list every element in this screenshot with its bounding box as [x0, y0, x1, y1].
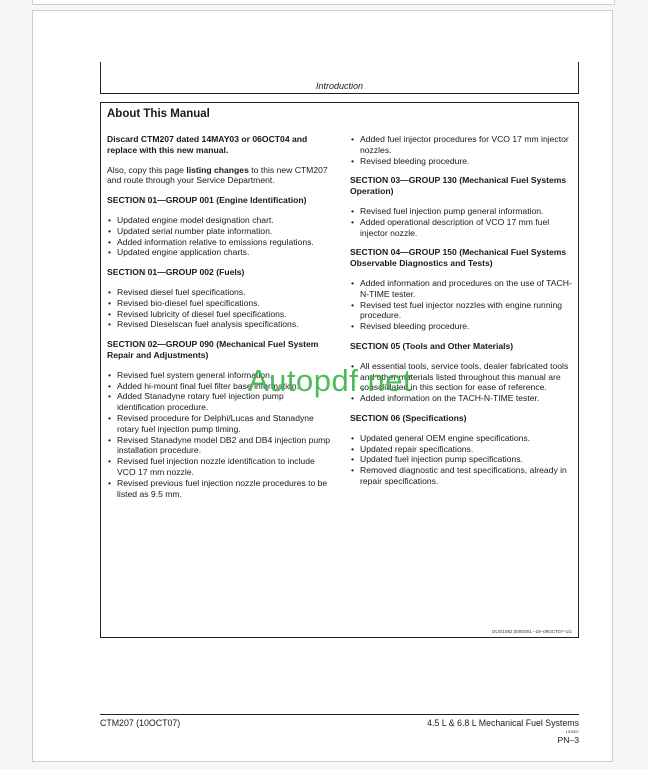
section-heading: SECTION 03—GROUP 130 (Mechanical Fuel Systems Operation) — [350, 175, 567, 197]
section-heading: SECTION 01—GROUP 002 (Fuels) — [107, 267, 245, 278]
change-item: • Revised Dieselscan fuel analysis specifications. — [107, 319, 331, 330]
listing-changes-emphasis: listing changes — [186, 164, 249, 175]
change-item: • Revised fuel injection pump general information. — [350, 206, 574, 217]
change-item: • Updated fuel injection pump specifications. — [350, 454, 574, 465]
change-item: • Revised test fuel injector nozzles with engine running procedure. — [350, 300, 574, 322]
footer-divider — [100, 714, 579, 715]
change-item: • Revised Stanadyne model DB2 and DB4 injection pump installation procedure. — [107, 435, 331, 457]
footer-manual-id: CTM207 (10OCT07) — [100, 718, 181, 728]
change-item: • Revised diesel fuel specifications. — [107, 287, 331, 298]
page-header — [100, 62, 579, 94]
change-item: • Added information and procedures on the use of TACH-N-TIME tester. — [350, 278, 574, 300]
footer-date-code: 101007 — [565, 729, 579, 734]
change-item: • Revised bleeding procedure. — [350, 321, 574, 332]
change-item: • Revised procedure for Delphi/Lucas and Stanadyne rotary fuel injection pump timing. — [107, 413, 331, 435]
right-sections — [350, 175, 574, 486]
change-item: • Added information on the TACH-N-TIME tester. — [350, 393, 574, 404]
change-item: • Updated engine application charts. — [107, 247, 331, 258]
change-list — [350, 278, 574, 332]
change-item: • Added operational description of VCO 17 mm fuel injector nozzle. — [350, 217, 574, 239]
change-item: • Revised fuel injection nozzle identification to include VCO 17 mm nozzle. — [107, 456, 331, 478]
section-heading: SECTION 04—GROUP 150 (Mechanical Fuel Systems Observable Diagnostics and Tests) — [350, 247, 567, 269]
right-column — [350, 134, 574, 496]
previous-page-edge — [32, 0, 615, 5]
change-list — [107, 287, 331, 330]
change-item: • Updated engine model designation chart. — [107, 215, 331, 226]
discard-notice: Discard CTM207 dated 14MAY03 or 06OCT04 and replace with this new manual. — [107, 134, 308, 155]
left-sections — [107, 195, 331, 499]
change-item: • Updated repair specifications. — [350, 444, 574, 455]
change-list — [350, 206, 574, 238]
change-item: • All essential tools, service tools, dealer fabricated tools and other materials listed throughout this manual are consolidated in this section for ease of reference. — [350, 361, 574, 393]
section-heading: SECTION 01—GROUP 001 (Engine Identification) — [107, 195, 307, 206]
change-item: • Added fuel injector procedures for VCO 17 mm injector nozzles. — [350, 134, 574, 156]
section-heading: SECTION 05 (Tools and Other Materials) — [350, 340, 514, 351]
change-item: • Revised fuel system general information. — [107, 370, 331, 381]
section-heading: SECTION 02—GROUP 090 (Mechanical Fuel System Repair and Adjustments) — [107, 339, 319, 360]
copy-instruction: Also, copy this page listing changes to this new CTM207 and route through your Service Department. — [107, 164, 328, 186]
footer-manual-title: 4.5 L & 6.8 L Mechanical Fuel Systems — [427, 718, 579, 728]
section-title: About This Manual — [107, 108, 210, 120]
change-item: • Updated general OEM engine specifications. — [350, 433, 574, 444]
reference-code: OUO1082,0000081 –19–09OCT07–1/1 — [491, 629, 572, 634]
section-heading: SECTION 06 (Specifications) — [350, 412, 467, 423]
footer-page-number: PN–3 — [557, 735, 579, 745]
change-item: • Added information relative to emissions regulations. — [107, 237, 331, 248]
change-item: • Revised bio-diesel fuel specifications. — [107, 298, 331, 309]
continued-list — [350, 134, 574, 166]
change-item: • Added hi-mount final fuel filter base information. — [107, 381, 331, 392]
change-item: • Added Stanadyne rotary fuel injection pump identification procedure. — [107, 391, 331, 413]
change-item: • Revised previous fuel injection nozzle procedures to be listed as 9.5 mm. — [107, 478, 331, 500]
left-column — [107, 134, 331, 508]
change-list — [350, 433, 574, 487]
change-item: • Removed diagnostic and test specifications, already in repair specifications. — [350, 465, 574, 487]
change-item: • Revised lubricity of diesel fuel specifications. — [107, 309, 331, 320]
change-item: • Revised bleeding procedure. — [350, 156, 574, 167]
header-title: Introduction — [315, 81, 364, 91]
change-list — [107, 215, 331, 258]
watermark: Autopdf.net — [248, 363, 413, 398]
change-item: • Updated serial number plate information. — [107, 226, 331, 237]
